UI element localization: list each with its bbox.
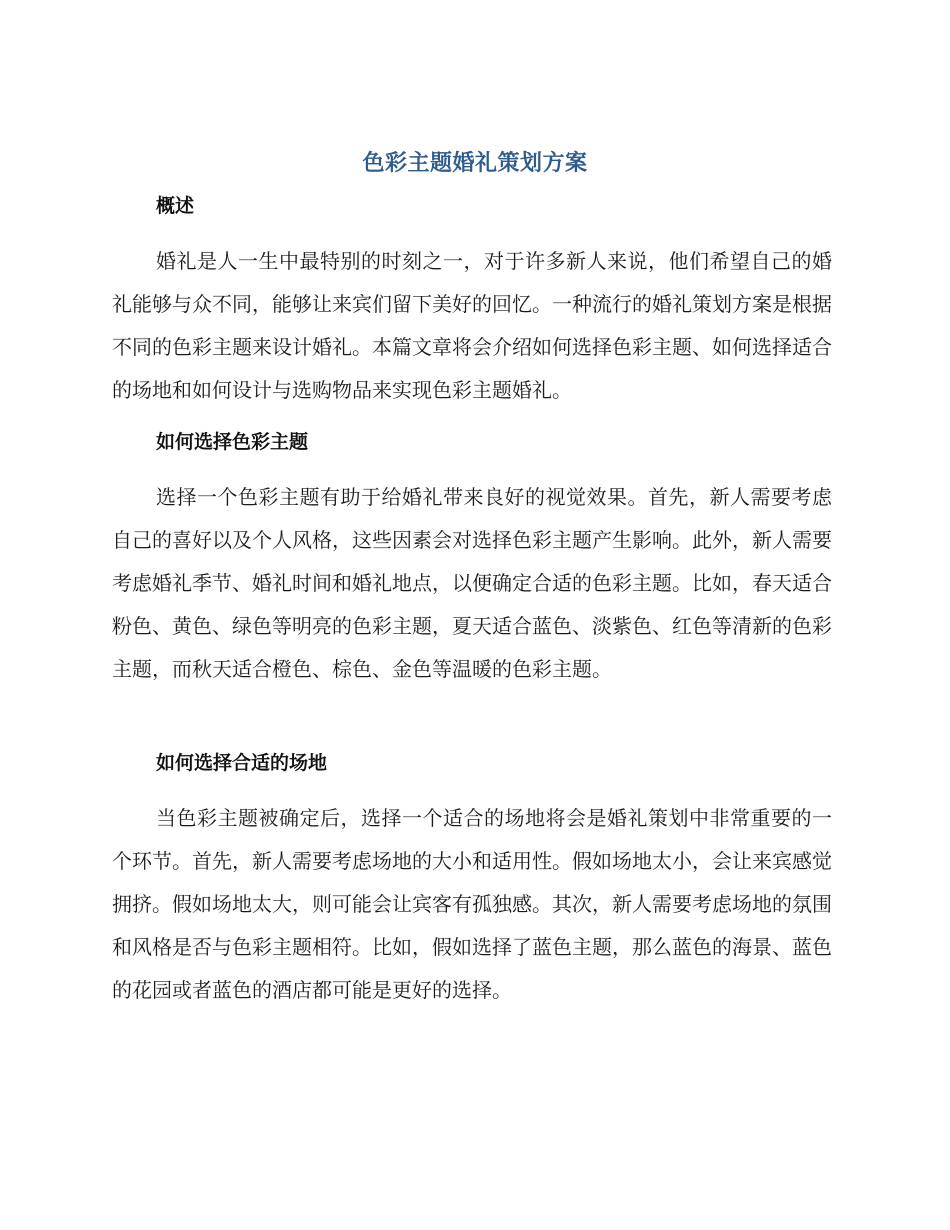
section-heading-choose-color-theme: 如何选择色彩主题 — [156, 431, 309, 453]
section-heading-overview: 概述 — [156, 195, 195, 217]
document-title: 色彩主题婚礼策划方案 — [362, 151, 588, 176]
section-body-choose-venue: 当色彩主题被确定后，选择一个适合的场地将会是婚礼策划中非常重要的一个环节。首先，新人需要考虑场地的大小和适用性。假如场地太小，会让来宾感觉拥挤。假如场地太大，则可能会让宾客有孤独感。其次，新人需要考虑场地的氛围和风格是否与色彩主题相符。比如，假如选择了蓝色主题，那么蓝色的海景、蓝色的花园或者蓝色的酒店都可能是更好的选择。 — [112, 806, 832, 1002]
section-body-overview: 婚礼是人一生中最特别的时刻之一，对于许多新人来说，他们希望自己的婚礼能够与众不同，能够让来宾们留下美好的回忆。一种流行的婚礼策划方案是根据不同的色彩主题来设计婚礼。本篇文章将会介绍如何选择色彩主题、如何选择适合的场地和如何设计与选购物品来实现色彩主题婚礼。 — [112, 249, 832, 402]
section-heading-choose-venue: 如何选择合适的场地 — [156, 752, 328, 774]
section-body-choose-color-theme: 选择一个色彩主题有助于给婚礼带来良好的视觉效果。首先，新人需要考虑自己的喜好以及个人风格，这些因素会对选择色彩主题产生影响。此外，新人需要考虑婚礼季节、婚礼时间和婚礼地点，以便确定合适的色彩主题。比如，春天适合粉色、黄色、绿色等明亮的色彩主题，夏天适合蓝色、淡紫色、红色等清新的色彩主题，而秋天适合橙色、棕色、金色等温暖的色彩主题。 — [112, 485, 832, 681]
